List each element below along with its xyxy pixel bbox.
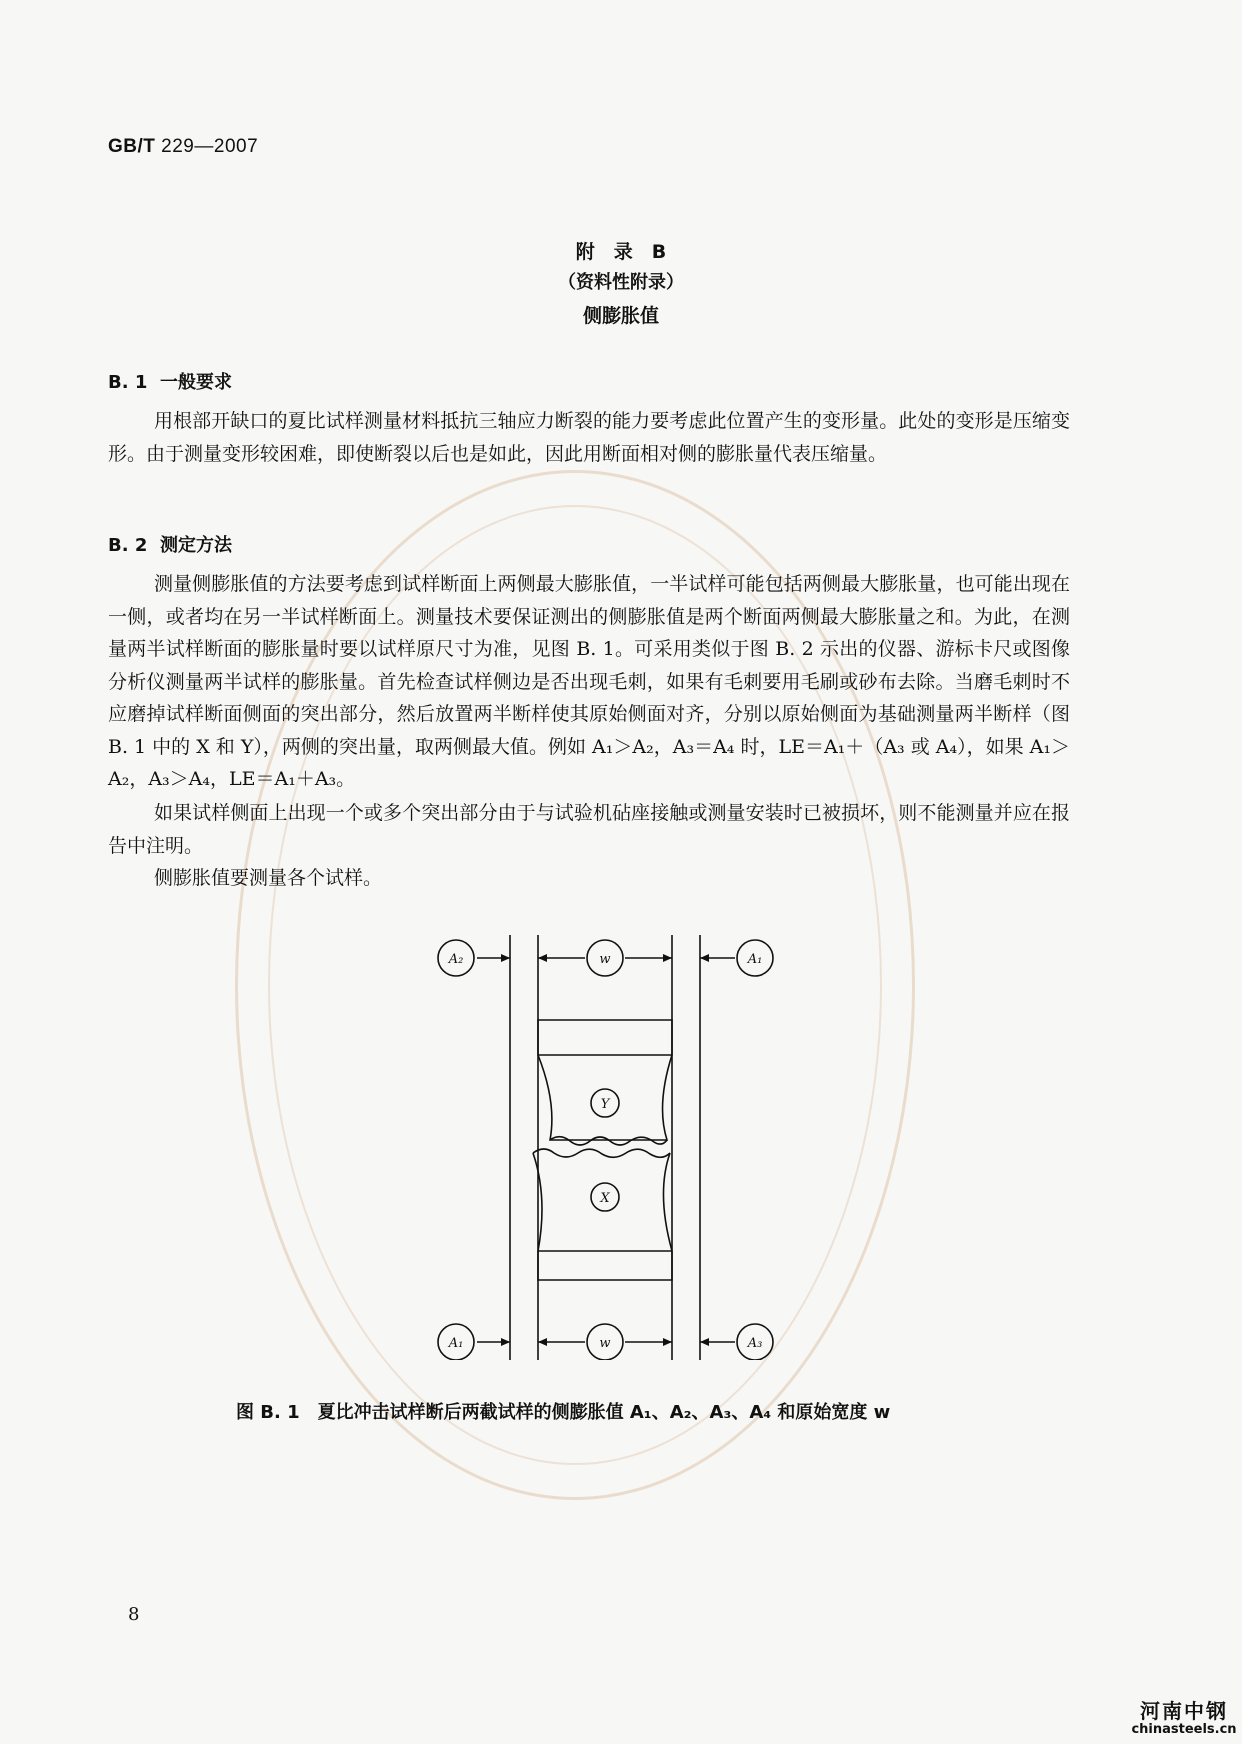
arrowhead xyxy=(700,954,709,962)
paragraph-b2-3: 侧膨胀值要测量各个试样。 xyxy=(154,867,383,889)
label-a2-top: A₂ xyxy=(448,952,464,967)
specimen-half-y xyxy=(538,1020,672,1140)
page-number: 8 xyxy=(128,1604,140,1625)
annex-name: 侧膨胀值 xyxy=(582,305,659,327)
section-title: 测定方法 xyxy=(160,535,232,556)
arrowhead xyxy=(663,954,672,962)
arrowhead xyxy=(663,1338,672,1346)
doc-number: 229—2007 xyxy=(161,136,259,157)
figure-caption: 图 B. 1 夏比冲击试样断后两截试样的侧膨胀值 A₁、A₂、A₃、A₄ 和原始宽度 w xyxy=(236,1402,891,1423)
arrowhead xyxy=(700,1338,709,1346)
specimen-half-x xyxy=(533,1153,672,1280)
label-w-bottom: w xyxy=(599,1336,611,1351)
section-number: B. 1 xyxy=(108,372,148,393)
site-logo-cn: 河南中钢 xyxy=(1140,1699,1228,1723)
section-heading-b2 xyxy=(108,531,232,557)
label-w-top: w xyxy=(599,952,611,967)
arrowhead xyxy=(501,1338,510,1346)
annex-subtitle: （资料性附录） xyxy=(558,272,684,293)
section-number: B. 2 xyxy=(108,535,148,556)
label-a1-top: A₁ xyxy=(747,952,763,967)
site-logo xyxy=(1130,1700,1238,1738)
paragraph-b2-2: 如果试样侧面上出现一个或多个突出部分由于与试验机砧座接触或测量安装时已被损坏，则不能测量并应在报告中注明。 xyxy=(108,802,1070,857)
fracture-surface-lower xyxy=(533,1149,670,1157)
paragraph-b2-1: 测量侧膨胀值的方法要考虑到试样断面上两侧最大膨胀值，一半试样可能包括两侧最大膨胀量，也可能出现在一侧，或者均在另一半试样断面上。测量技术要保证测出的侧膨胀值是两个断面两侧最大膨胀量之和。为此，在测量两半试样断面的膨胀量时要以试样原尺寸为准，见图 B. 1。可采用类似于图 B. 2 示出的仪器、游标卡尺或图像分析仪测量两半试样的膨胀量。首先检查试样侧边是否出现毛刺，如果有毛刺要用毛刷或砂布去除。当磨毛刺时不应磨掉试样断面侧面的突出部分，然后放置两半断样使其原始侧面对齐，分别以原始侧面为基础测量两半断样（图 B. 1 中的 X 和 Y），两侧的突出量，取两侧最大值。例如 A₁＞A₂，A₃＝A₄ 时，LE＝A₁＋（A₃ 或 A₄），如果 A₁＞A₂，A₃＞A₄，LE＝A₁＋A₃。 xyxy=(108,573,1070,790)
label-x: X xyxy=(600,1191,610,1206)
doc-code: GB/T xyxy=(108,136,156,157)
annex-title: 附 录 B xyxy=(575,241,667,263)
arrowhead xyxy=(501,954,510,962)
section-heading-b1 xyxy=(108,368,232,394)
label-a3-bottom: A₃ xyxy=(747,1336,763,1351)
fracture-surface-upper xyxy=(550,1137,667,1145)
site-logo-en: chinasteels.cn xyxy=(1131,1722,1237,1737)
label-y: Y xyxy=(600,1097,610,1112)
paragraph-b1-1: 用根部开缺口的夏比试样测量材料抵抗三轴应力断裂的能力要考虑此位置产生的变形量。此处的变形是压缩变形。由于测量变形较困难，即使断裂以后也是如此，因此用断面相对侧的膨胀量代表压缩量。 xyxy=(108,410,1070,465)
figure-b1-diagram xyxy=(420,935,800,1360)
arrowhead xyxy=(538,1338,547,1346)
arrowhead xyxy=(538,954,547,962)
label-a1-bottom: A₁ xyxy=(448,1336,464,1351)
document-code xyxy=(108,136,258,158)
section-title: 一般要求 xyxy=(160,372,232,393)
